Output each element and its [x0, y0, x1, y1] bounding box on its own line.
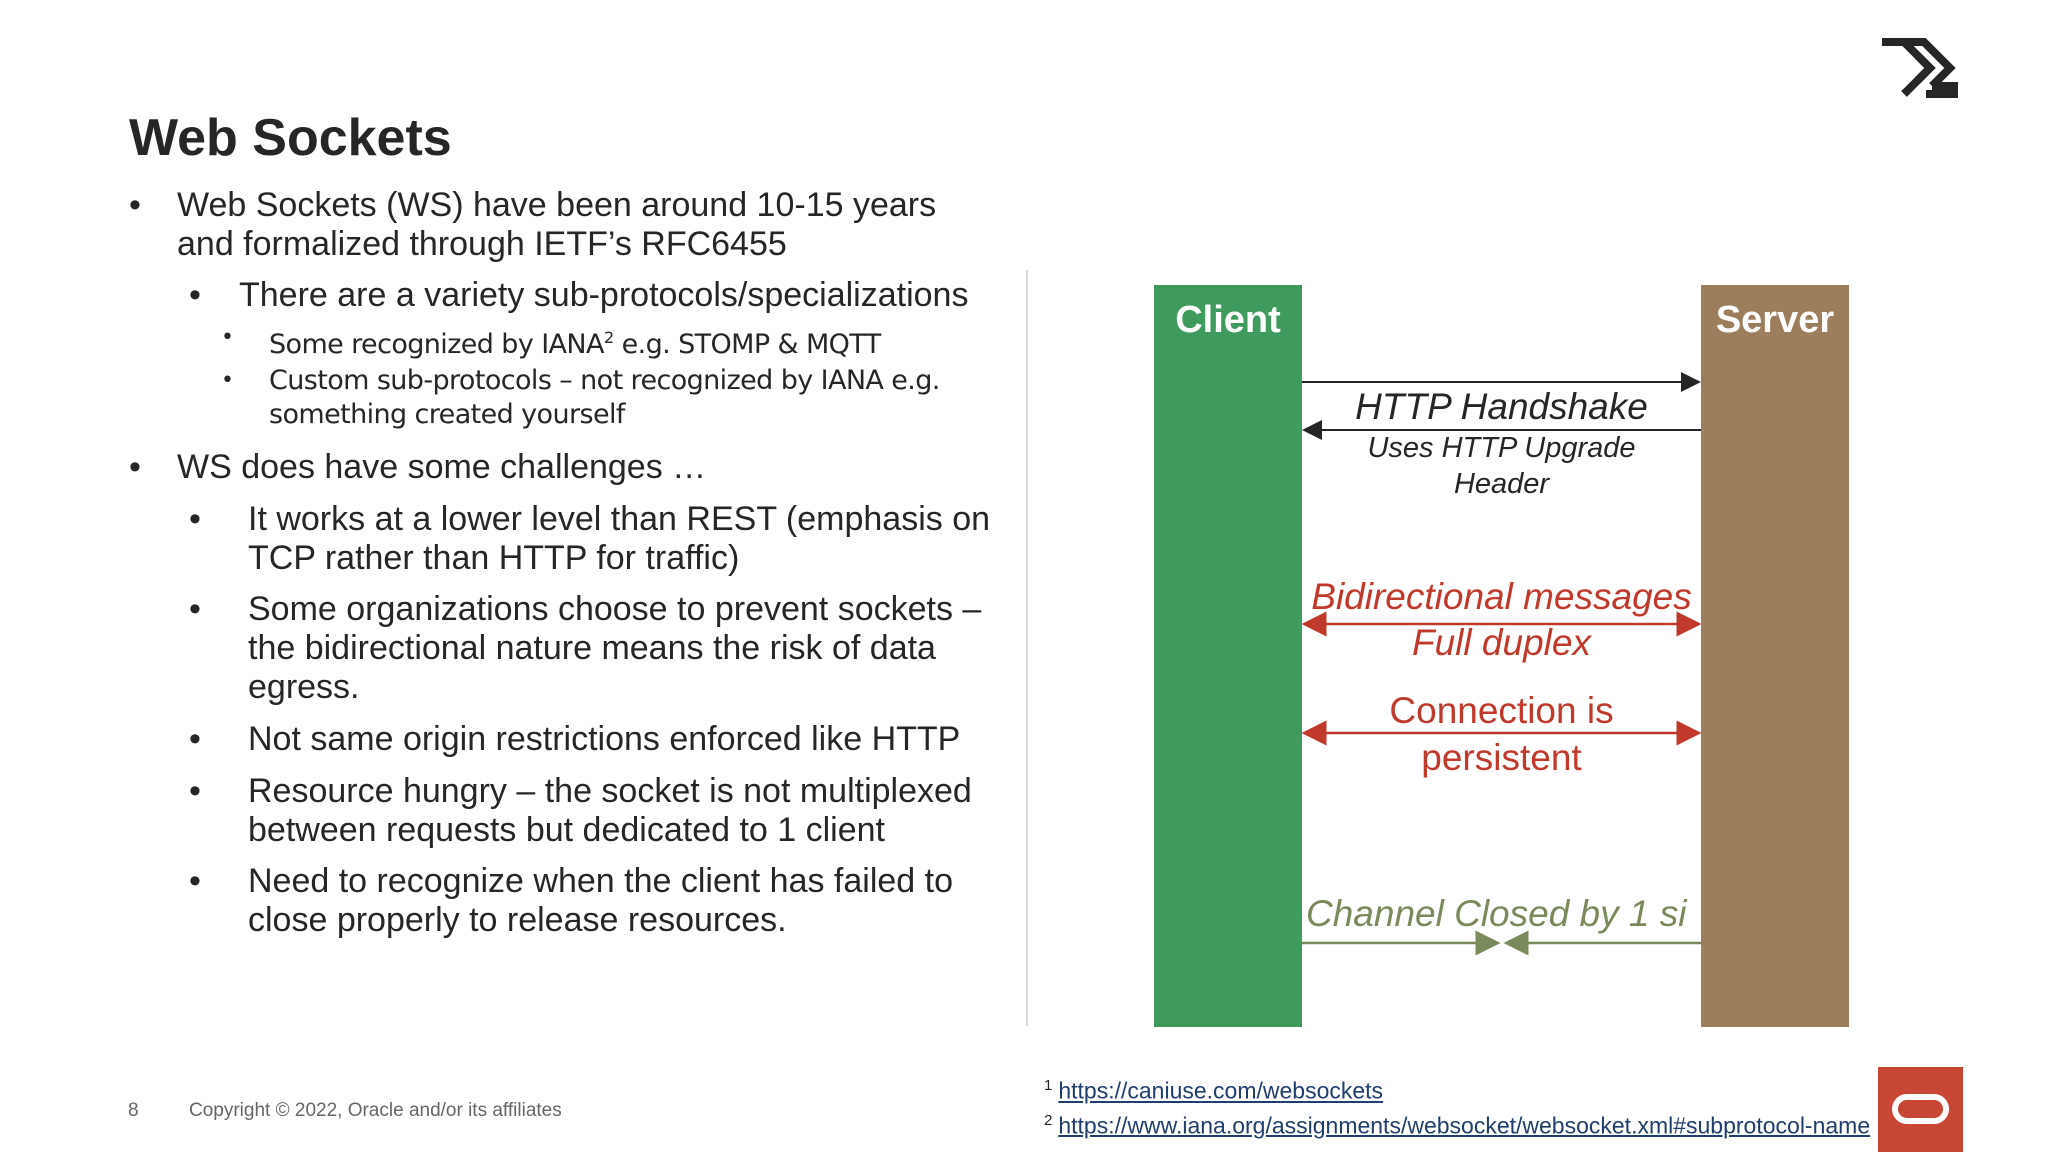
page-number: 8	[128, 1100, 139, 1121]
reference-item: $^1$ https://caniuse.com/websockets	[1044, 1077, 1384, 1104]
bullet-icon: •	[189, 720, 201, 758]
bidirectional-subtitle: Full duplex	[1412, 622, 1591, 663]
bullet-icon: •	[189, 862, 201, 900]
connection-label-line1: Connection is	[1389, 690, 1614, 731]
bullet-icon: •	[189, 590, 201, 628]
bullet-icon: •	[129, 448, 141, 486]
oracle-logo-icon	[1878, 1067, 1963, 1152]
references	[1044, 1071, 1870, 1140]
copyright: Copyright © 2022, Oracle and/or its affiliates	[189, 1100, 562, 1121]
bullet-icon: •	[189, 772, 201, 810]
client-label: Client	[1175, 299, 1281, 341]
bidirectional-title: Bidirectional messages	[1311, 576, 1692, 617]
reference-link[interactable]: https://caniuse.com/websockets	[1058, 1077, 1384, 1104]
bullet-icon: •	[221, 325, 234, 350]
handshake-title: HTTP Handshake	[1355, 386, 1648, 427]
reference-link[interactable]: https://www.iana.org/assignments/websocket/websocket.xml#subprotocol-name	[1058, 1112, 1871, 1139]
bullet-icon: •	[129, 186, 141, 224]
channel-closed-label: Channel Closed by 1 si	[1306, 893, 1687, 934]
bullet-icon: •	[189, 500, 201, 538]
bullet-icon: •	[189, 276, 201, 314]
server-label: Server	[1715, 299, 1835, 341]
bullet-icon: •	[221, 368, 234, 393]
handshake-subtitle: Uses HTTP Upgrade Header	[1367, 432, 1636, 500]
reference-item: $^2$ https://www.iana.org/assignments/websocket/websocket.xml#subprotocol-name	[1044, 1111, 1871, 1139]
page-title: Web Sockets	[129, 109, 452, 167]
connection-label-line2: persistent	[1421, 737, 1582, 778]
